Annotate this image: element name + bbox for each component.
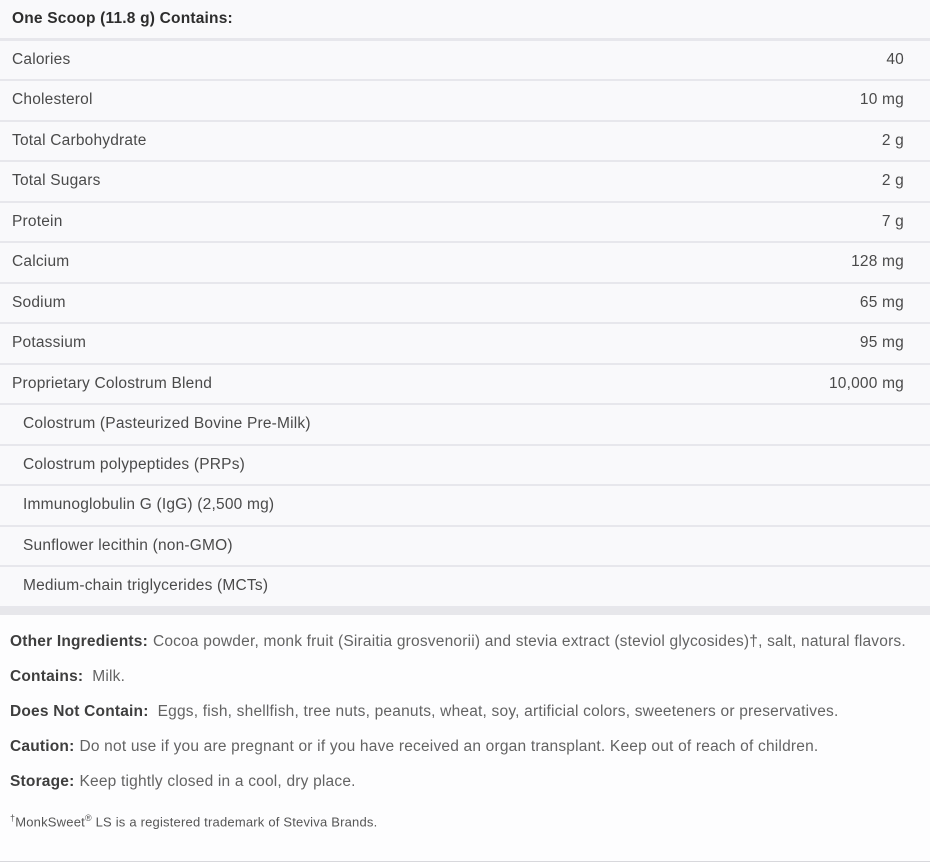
- table-row: [0, 486, 930, 527]
- nutrient-value: 2 g: [881, 131, 904, 149]
- nutrient-label: Cholesterol: [12, 91, 93, 109]
- nutrient-label: Colostrum polypeptides (PRPs): [23, 455, 246, 473]
- brand-name: MonkSweet: [15, 814, 85, 830]
- nutrient-value: 128 mg: [851, 253, 904, 271]
- nutrient-label: Calories: [12, 50, 71, 68]
- paragraph-label: Storage:: [10, 772, 75, 790]
- trademark-footnote: [10, 809, 920, 831]
- paragraph-label: Other Ingredients:: [10, 632, 148, 650]
- nutrient-label: Immunoglobulin G (IgG) (2,500 mg): [23, 496, 275, 514]
- nutrient-label: Medium-chain triglycerides (MCTs): [23, 577, 269, 595]
- footer-paragraphs: [10, 629, 920, 795]
- nutrient-label: Colostrum (Pasteurized Bovine Pre-Milk): [23, 415, 311, 433]
- nutrient-value: 7 g: [881, 212, 904, 230]
- paragraph-text: Do not use if you are pregnant or if you have received an organ transplant. Keep out of reach of children.: [79, 737, 819, 755]
- nutrient-value: 65 mg: [859, 293, 904, 311]
- table-rows: [0, 41, 930, 608]
- nutrient-label: Protein: [12, 212, 63, 230]
- table-row: [0, 446, 930, 487]
- nutrient-value: 2 g: [881, 172, 904, 190]
- nutrient-label: Total Sugars: [12, 172, 101, 190]
- table-row: [0, 162, 930, 203]
- section-divider: [0, 608, 930, 615]
- table-row: [0, 365, 930, 406]
- nutrient-value: 95 mg: [859, 334, 904, 352]
- footer-paragraph: [10, 769, 920, 795]
- paragraph-label: Caution:: [10, 737, 75, 755]
- nutrient-label: Calcium: [12, 253, 70, 271]
- paragraph-label: Contains:: [10, 667, 84, 685]
- paragraph-text: Keep tightly closed in a cool, dry place.: [79, 772, 356, 790]
- table-row: [0, 527, 930, 568]
- footer-paragraph: [10, 664, 920, 690]
- dagger-mark: †: [10, 812, 16, 823]
- table-row: [0, 567, 930, 608]
- paragraph-text: Eggs, fish, shellfish, tree nuts, peanuts, wheat, soy, artificial colors, sweeteners or preservatives.: [157, 702, 839, 720]
- nutrient-value: 40: [886, 50, 904, 68]
- nutrient-label: Sodium: [12, 293, 66, 311]
- serving-header-label: One Scoop (11.8 g) Contains:: [12, 9, 233, 27]
- nutrient-label: Sunflower lecithin (non-GMO): [23, 536, 233, 554]
- table-row: [0, 41, 930, 82]
- footer-paragraph: [10, 734, 920, 760]
- table-row: [0, 81, 930, 122]
- table-row: [0, 122, 930, 163]
- paragraph-label: Does Not Contain:: [10, 702, 149, 720]
- footnote-text: LS is a registered trademark of Steviva Brands.: [91, 814, 378, 830]
- registered-mark: ®: [84, 812, 92, 823]
- table-row: [0, 324, 930, 365]
- paragraph-text: Cocoa powder, monk fruit (Siraitia grosvenorii) and stevia extract (steviol glycosides)†, salt, natural flavors.: [152, 632, 906, 650]
- nutrient-label: Potassium: [12, 334, 87, 352]
- nutrient-label: Total Carbohydrate: [12, 131, 147, 149]
- footer-paragraph: [10, 629, 920, 655]
- table-header-row: [0, 0, 930, 41]
- table-row: [0, 243, 930, 284]
- table-row: [0, 203, 930, 244]
- nutrient-value: 10 mg: [859, 91, 904, 109]
- footer-paragraph: [10, 699, 920, 725]
- footer-text-section: [0, 615, 930, 861]
- table-row: [0, 284, 930, 325]
- nutrient-label: Proprietary Colostrum Blend: [12, 374, 213, 392]
- nutrient-value: 10,000 mg: [828, 374, 904, 392]
- table-row: [0, 405, 930, 446]
- paragraph-text: Milk.: [92, 667, 126, 685]
